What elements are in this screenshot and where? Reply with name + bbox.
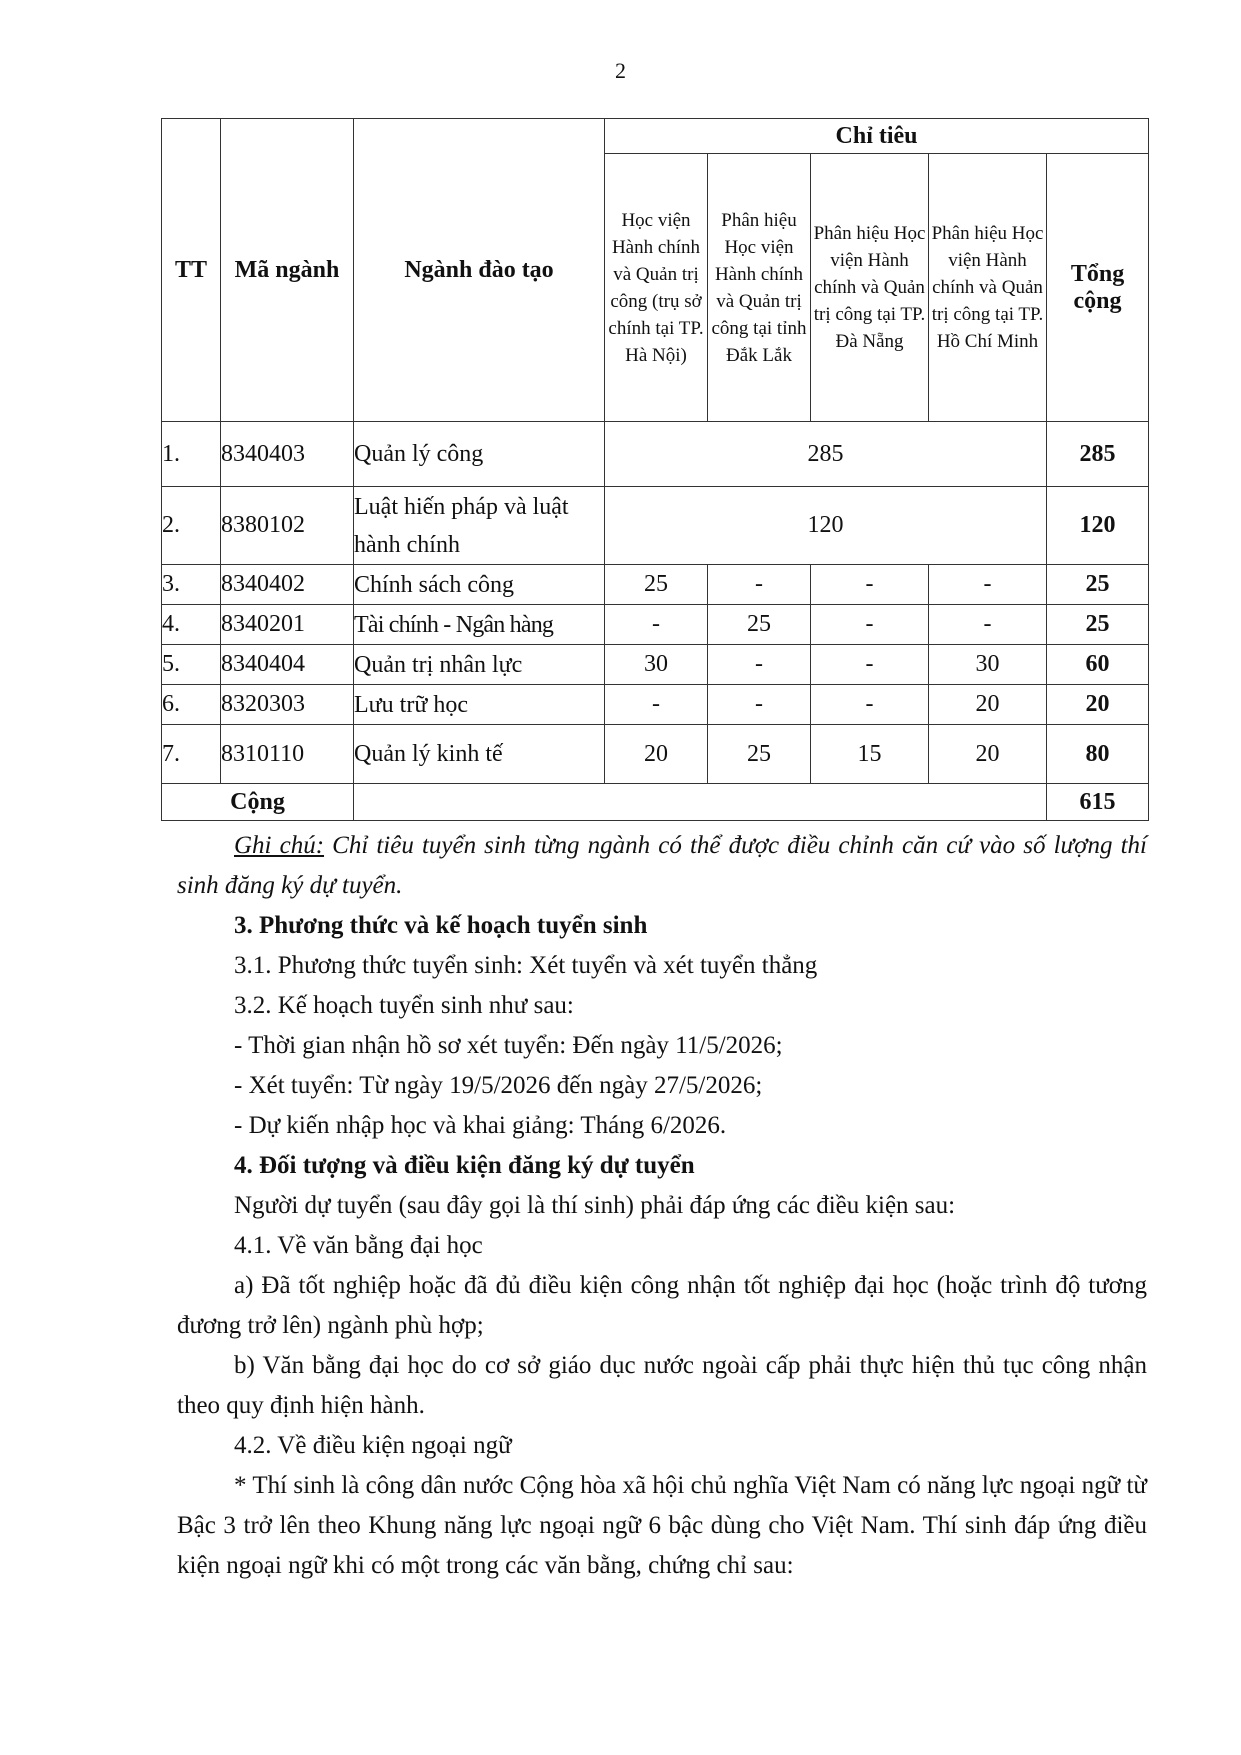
row-value-hcmc: - bbox=[929, 565, 1047, 605]
row-value-danang: - bbox=[811, 565, 929, 605]
header-quota: Chỉ tiêu bbox=[605, 119, 1149, 154]
admission-quota-table bbox=[161, 118, 1149, 821]
table-sum-row bbox=[162, 784, 1149, 821]
row-value-hcmc: 30 bbox=[929, 645, 1047, 685]
table-row bbox=[162, 645, 1149, 685]
header-name: Ngành đào tạo bbox=[354, 119, 605, 422]
section3-item: - Dự kiến nhập học và khai giảng: Tháng 6/2026. bbox=[234, 1112, 727, 1139]
row-name: Luật hiến pháp và luật hành chính bbox=[354, 487, 605, 565]
row-value-hanoi: - bbox=[605, 685, 708, 725]
table-row bbox=[162, 422, 1149, 487]
section3-plan: 3.2. Kế hoạch tuyển sinh như sau: bbox=[234, 992, 574, 1019]
row-value-hcmc: 20 bbox=[929, 685, 1047, 725]
section4-sub2: 4.2. Về điều kiện ngoại ngữ bbox=[234, 1432, 512, 1459]
row-total: 60 bbox=[1047, 645, 1149, 685]
row-name: Lưu trữ học bbox=[354, 685, 605, 725]
row-total: 25 bbox=[1047, 605, 1149, 645]
section4-item-a: a) Đã tốt nghiệp hoặc đã đủ điều kiện công nhận tốt nghiệp đại học (hoặc trình độ tương đương trở lên) ngành phù hợp; bbox=[177, 1272, 1147, 1339]
table-row bbox=[162, 487, 1149, 565]
row-value-daklak: - bbox=[708, 565, 811, 605]
row-code: 8340402 bbox=[221, 565, 354, 605]
header-campus-hanoi: Học viện Hành chính và Quản trị công (trụ sở chính tại TP. Hà Nội) bbox=[605, 154, 708, 422]
header-total: Tổng cộng bbox=[1047, 154, 1149, 422]
row-tt: 4. bbox=[162, 605, 221, 645]
row-tt: 7. bbox=[162, 725, 221, 784]
section4-star: * Thí sinh là công dân nước Cộng hòa xã hội chủ nghĩa Việt Nam có năng lực ngoại ngữ từ Bậc 3 trở lên theo Khung năng lực ngoại ngữ 6 bậc dùng cho Việt Nam. Thí sinh đáp ứng điều kiện ngoại ngữ khi có một trong các văn bằng, chứng chỉ sau: bbox=[177, 1472, 1147, 1579]
row-total: 80 bbox=[1047, 725, 1149, 784]
section3-item: - Thời gian nhận hồ sơ xét tuyển: Đến ngày 11/5/2026; bbox=[234, 1032, 783, 1059]
row-value-daklak: 25 bbox=[708, 605, 811, 645]
row-value-hcmc: 20 bbox=[929, 725, 1047, 784]
row-code: 8380102 bbox=[221, 487, 354, 565]
table-row bbox=[162, 725, 1149, 784]
table-row bbox=[162, 685, 1149, 725]
row-name: Quản trị nhân lực bbox=[354, 645, 605, 685]
row-tt: 2. bbox=[162, 487, 221, 565]
section4-heading: 4. Đối tượng và điều kiện đăng ký dự tuyển bbox=[234, 1152, 695, 1179]
row-name: Quản lý kinh tế bbox=[354, 725, 605, 784]
row-total: 25 bbox=[1047, 565, 1149, 605]
document-body bbox=[177, 826, 1147, 1586]
row-tt: 6. bbox=[162, 685, 221, 725]
table-row bbox=[162, 565, 1149, 605]
note-text: Chỉ tiêu tuyển sinh từng ngành có thể được điều chỉnh căn cứ vào số lượng thí sinh đăng ký dự tuyển. bbox=[177, 832, 1148, 899]
section3-heading: 3. Phương thức và kế hoạch tuyển sinh bbox=[234, 912, 648, 939]
row-value-hanoi: 30 bbox=[605, 645, 708, 685]
section4-sub1: 4.1. Về văn bằng đại học bbox=[234, 1232, 483, 1259]
row-tt: 1. bbox=[162, 422, 221, 487]
row-merged-quota: 120 bbox=[605, 487, 1047, 565]
note-paragraph bbox=[177, 826, 1147, 906]
row-total: 285 bbox=[1047, 422, 1149, 487]
row-merged-quota: 285 bbox=[605, 422, 1047, 487]
row-value-daklak: - bbox=[708, 685, 811, 725]
header-campus-danang: Phân hiệu Học viện Hành chính và Quản trị công tại TP. Đà Nẵng bbox=[811, 154, 929, 422]
section4-item-b: b) Văn bằng đại học do cơ sở giáo dục nước ngoài cấp phải thực hiện thủ tục công nhận theo quy định hiện hành. bbox=[177, 1352, 1147, 1419]
row-total: 120 bbox=[1047, 487, 1149, 565]
header-code: Mã ngành bbox=[221, 119, 354, 422]
row-value-danang: - bbox=[811, 685, 929, 725]
row-name: Chính sách công bbox=[354, 565, 605, 605]
header-tt: TT bbox=[162, 119, 221, 422]
row-tt: 5. bbox=[162, 645, 221, 685]
row-value-danang: - bbox=[811, 645, 929, 685]
row-name: Quản lý công bbox=[354, 422, 605, 487]
row-total: 20 bbox=[1047, 685, 1149, 725]
row-value-hanoi: 20 bbox=[605, 725, 708, 784]
row-code: 8320303 bbox=[221, 685, 354, 725]
section3-item: - Xét tuyển: Từ ngày 19/5/2026 đến ngày 27/5/2026; bbox=[234, 1072, 763, 1099]
row-value-hanoi: - bbox=[605, 605, 708, 645]
row-value-hcmc: - bbox=[929, 605, 1047, 645]
row-name: Tài chính - Ngân hàng bbox=[354, 605, 605, 645]
row-value-hanoi: 25 bbox=[605, 565, 708, 605]
row-code: 8340404 bbox=[221, 645, 354, 685]
row-value-danang: 15 bbox=[811, 725, 929, 784]
sum-label: Cộng bbox=[162, 784, 354, 821]
row-code: 8340201 bbox=[221, 605, 354, 645]
row-value-daklak: - bbox=[708, 645, 811, 685]
row-code: 8310110 bbox=[221, 725, 354, 784]
row-code: 8340403 bbox=[221, 422, 354, 487]
sum-total: 615 bbox=[1047, 784, 1149, 821]
page-number: 2 bbox=[615, 58, 626, 83]
row-tt: 3. bbox=[162, 565, 221, 605]
sum-empty bbox=[354, 784, 1047, 821]
header-campus-hcmc: Phân hiệu Học viện Hành chính và Quản trị công tại TP. Hồ Chí Minh bbox=[929, 154, 1047, 422]
row-value-danang: - bbox=[811, 605, 929, 645]
section4-intro: Người dự tuyển (sau đây gọi là thí sinh) phải đáp ứng các điều kiện sau: bbox=[234, 1192, 956, 1219]
note-label: Ghi chú: bbox=[234, 832, 325, 859]
table-row bbox=[162, 605, 1149, 645]
section3-method: 3.1. Phương thức tuyển sinh: Xét tuyển và xét tuyển thẳng bbox=[234, 952, 818, 979]
row-value-daklak: 25 bbox=[708, 725, 811, 784]
header-campus-daklak: Phân hiệu Học viện Hành chính và Quản trị công tại tỉnh Đắk Lắk bbox=[708, 154, 811, 422]
